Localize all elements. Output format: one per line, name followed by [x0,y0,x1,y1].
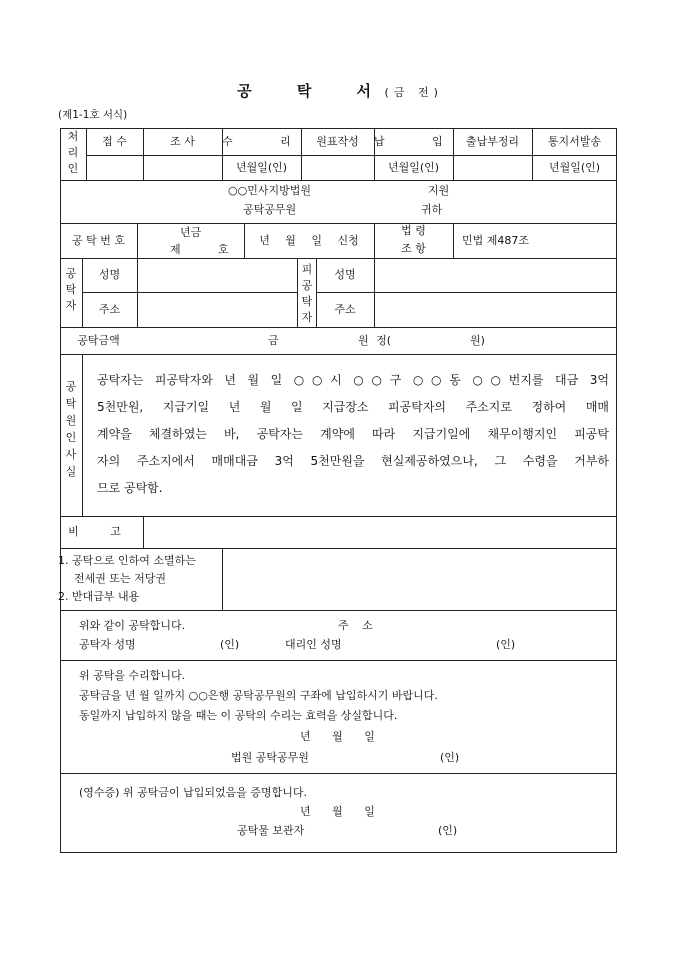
apply-address: 주 소 [338,619,373,632]
header-ledger: 출납부정리 [465,135,520,148]
form-number: (제1-1호 서식) [58,109,128,121]
rule [60,327,617,328]
rule [60,180,617,181]
rule [86,155,617,156]
accept-seal: (인) [440,751,460,764]
cause-line: 자의 주소지에서 매매대금 3억 5천만원을 현실제공하였으나, 그 수령을 거부하 [97,454,609,468]
deposit-je: 제 [170,243,181,256]
cause-line: 공탁자는 피공탁자와 년 월 일 ○○시 ○○구 ○○동 ○○번지를 대금 3억 [97,373,609,387]
depositor-label: 공탁자 [65,267,77,312]
rule [316,292,617,293]
header-original: 원표작성 [316,135,359,148]
apply-depositor-name: 공탁자 성명 [79,638,136,651]
depositee-name-label: 성명 [334,268,356,281]
receipt-keeper: 공탁물 보관자 [237,824,305,837]
request-date: 년 월 일 신청 [259,234,359,247]
extinguish-line2: 전세권 또는 저당권 [74,572,167,585]
receipt-line1: (영수증) 위 공탁금이 납입되었음을 증명합니다. [79,786,307,799]
date-field: 년월일(인) [235,161,288,174]
receipt-date: 년 월 일 [300,805,375,818]
law-label-bottom: 조 항 [401,242,426,255]
date-field: 년월일(인) [387,161,440,174]
header-receive: 접 수 [102,135,127,148]
title-sub: (금 전) [384,86,443,99]
cause-line: 5천만원, 지급기일 년 월 일 지급장소 피공탁자의 주소지로 정하여 매매 [97,400,609,414]
title-main: 공 탁 서 [237,82,392,100]
accept-line1: 위 공탁을 수리합니다. [79,669,186,682]
law-value: 민법 제487조 [462,234,529,247]
apply-seal: (인) [220,638,240,651]
amount-label: 공탁금액 [77,334,120,347]
processor-label: 처리인 [67,130,79,175]
court-branch: 지원 [428,184,450,197]
header-accept: 수 리 [222,135,313,148]
header-payment: 납 입 [374,135,465,148]
rule [60,773,617,774]
apply-agent-name: 대리인 성명 [285,638,342,651]
cause-line: 므로 공탁함. [97,481,163,495]
receipt-seal: (인) [438,824,458,837]
amount-geum: 금 [268,334,279,347]
rule [60,548,617,549]
extinguish-line3: 2. 반대급부 내용 [58,590,140,603]
cause-label: 공탁원인사실 [65,380,77,478]
rule [60,354,617,355]
rule [82,292,297,293]
document-title [0,80,680,101]
deposit-year: 년금 [180,226,202,239]
apply-seal2: (인) [496,638,516,651]
remarks-label: 비 고 [68,525,135,538]
deposit-no-label: 공 탁 번 호 [72,234,125,247]
law-label-top: 법 령 [401,224,426,237]
rule [60,610,617,611]
header-notice: 통지서발송 [547,135,602,148]
court-name: ○○민사지방법원 [228,184,311,197]
court-addressee: 귀하 [421,203,443,216]
deposit-ho: 호 [218,243,229,256]
amount-won: 원 정( [358,334,392,347]
date-field: 년월일(인) [548,161,601,174]
depositee-address-label: 주소 [334,303,356,316]
apply-line1: 위와 같이 공탁합니다. [79,619,186,632]
accept-date: 년 월 일 [300,730,375,743]
rule [60,660,617,661]
rule [60,258,617,259]
header-investigate: 조 사 [170,135,195,148]
depositor-address-label: 주소 [98,303,121,316]
rule [60,223,617,224]
depositor-name-label: 성명 [98,268,121,281]
amount-won-close: 원) [470,334,485,347]
court-officer: 공탁공무원 [243,203,297,216]
cause-line: 계약을 체결하였는 바, 공탁자는 계약에 따라 지급기일에 채무이행지인 피공탁 [97,427,609,441]
extinguish-line1: 1. 공탁으로 인하여 소멸하는 [58,554,196,567]
accept-line2: 공탁금을 년 월 일까지 ○○은행 공탁공무원의 구좌에 납입하시기 바랍니다. [79,689,438,702]
cause-text [97,367,609,502]
accept-line3: 동일까지 납입하지 않을 때는 이 공탁의 수리는 효력을 상실합니다. [79,709,398,722]
depositee-label: 피공탁자 [301,263,313,324]
accept-officer: 법원 공탁공무원 [231,751,309,764]
